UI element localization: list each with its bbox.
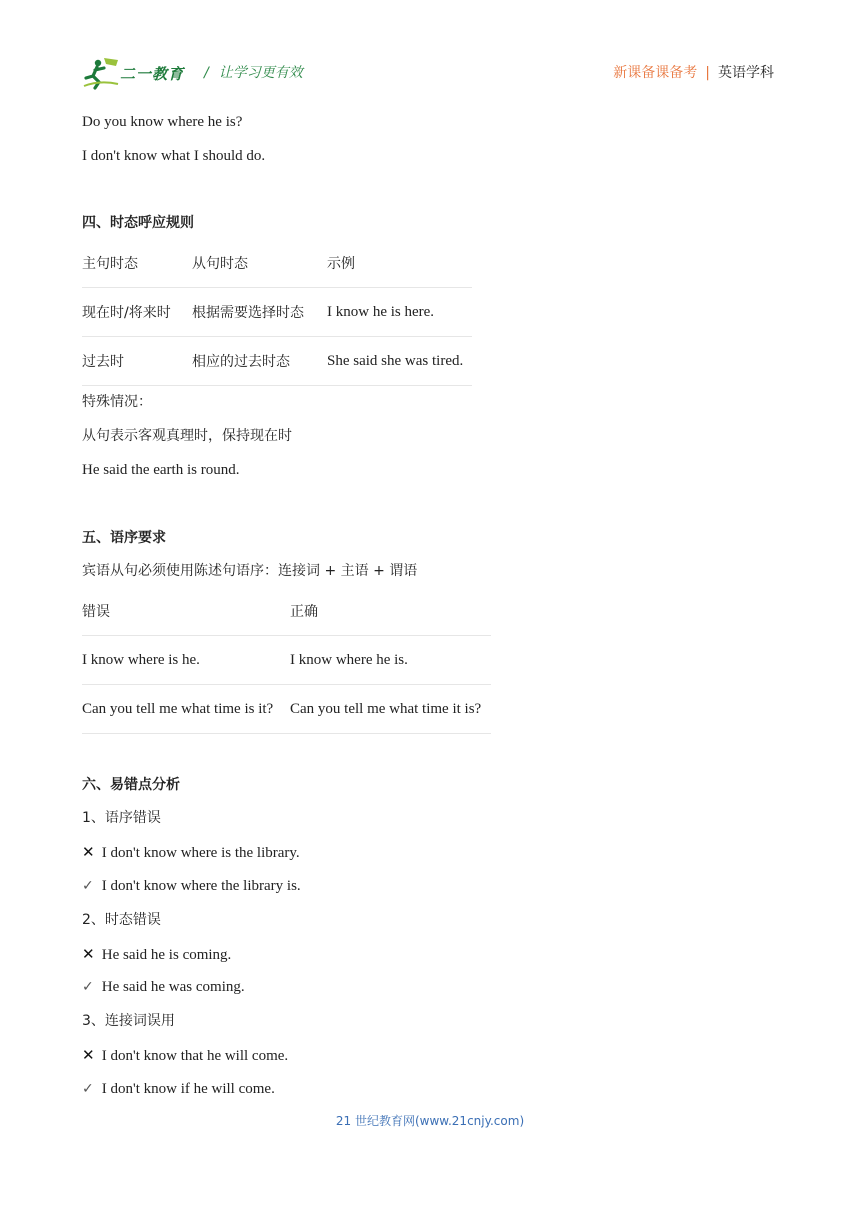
header-tags bbox=[613, 62, 774, 82]
cross-icon: ✕ bbox=[82, 1046, 95, 1064]
table-header-cell: 示例 bbox=[327, 239, 472, 288]
table-header-row bbox=[82, 587, 491, 636]
error-item-title: 1、语序错误 bbox=[82, 810, 161, 826]
table-cell: Can you tell me what time is it? bbox=[82, 685, 290, 734]
cross-icon: ✕ bbox=[82, 945, 95, 963]
wrong-sentence: I don't know that he will come. bbox=[101, 1048, 289, 1064]
special-case-rule: 从句表示客观真理时，保持现在时 bbox=[82, 428, 292, 444]
check-icon: ✓ bbox=[82, 878, 94, 894]
table-cell: I know he is here. bbox=[327, 288, 472, 337]
header-tag-course: 新课备课备考 bbox=[613, 65, 698, 81]
word-order-rule: 宾语从句必须使用陈述句语序：连接词 + 主语 + 谓语 bbox=[82, 563, 418, 579]
section-6-heading: 六、易错点分析 bbox=[82, 777, 180, 793]
logo-text: 二一教育 bbox=[120, 65, 185, 83]
special-case-label: 特殊情况： bbox=[82, 394, 152, 410]
slogan-text: 让学习更有效 bbox=[218, 65, 303, 81]
right-sentence: I don't know where the library is. bbox=[101, 878, 301, 894]
table-cell: 过去时 bbox=[82, 337, 192, 386]
wrong-sentence: He said he is coming. bbox=[101, 947, 232, 963]
table-row bbox=[82, 288, 472, 337]
section-4-heading: 四、时态呼应规则 bbox=[82, 215, 194, 231]
table-cell: 根据需要选择时态 bbox=[192, 288, 327, 337]
right-example bbox=[82, 876, 301, 896]
check-icon: ✓ bbox=[82, 1081, 94, 1097]
right-sentence: I don't know if he will come. bbox=[101, 1081, 275, 1097]
wrong-example bbox=[82, 1045, 288, 1066]
table-cell: I know where is he. bbox=[82, 636, 290, 685]
slogan-slash: / bbox=[204, 65, 209, 81]
right-example bbox=[82, 1079, 275, 1099]
table-cell: She said she was tired. bbox=[327, 337, 472, 386]
table-row bbox=[82, 685, 491, 734]
page-footer: 21 世纪教育网(www.21cnjy.com) bbox=[335, 1114, 525, 1128]
brand-logo bbox=[82, 56, 192, 90]
table-row bbox=[82, 337, 472, 386]
table-header-cell: 错误 bbox=[82, 587, 290, 636]
wrong-example bbox=[82, 842, 300, 863]
table-header-cell: 从句时态 bbox=[192, 239, 327, 288]
intro-example-2: I don't know what I should do. bbox=[82, 148, 266, 164]
error-item-title: 3、连接词误用 bbox=[82, 1013, 175, 1029]
tense-table bbox=[82, 239, 472, 386]
header-slogan bbox=[204, 62, 303, 82]
error-item-title: 2、时态错误 bbox=[82, 912, 161, 928]
table-row bbox=[82, 636, 491, 685]
intro-example-1: Do you know where he is? bbox=[82, 114, 243, 130]
word-order-table bbox=[82, 587, 491, 734]
table-cell: Can you tell me what time it is? bbox=[290, 685, 491, 734]
cross-icon: ✕ bbox=[82, 843, 95, 861]
page-header bbox=[82, 56, 774, 90]
table-header-row bbox=[82, 239, 472, 288]
table-cell: 相应的过去时态 bbox=[192, 337, 327, 386]
right-sentence: He said he was coming. bbox=[101, 979, 245, 995]
table-cell: 现在时/将来时 bbox=[82, 288, 192, 337]
wrong-sentence: I don't know where is the library. bbox=[101, 845, 300, 861]
wrong-example bbox=[82, 944, 231, 965]
section-5-heading: 五、语序要求 bbox=[82, 530, 166, 546]
check-icon: ✓ bbox=[82, 979, 94, 995]
table-header-cell: 正确 bbox=[290, 587, 491, 636]
table-cell: I know where he is. bbox=[290, 636, 491, 685]
right-example bbox=[82, 977, 245, 997]
special-case-example: He said the earth is round. bbox=[82, 462, 240, 478]
table-header-cell: 主句时态 bbox=[82, 239, 192, 288]
header-separator: | bbox=[705, 65, 710, 81]
runner-icon bbox=[82, 56, 122, 90]
header-tag-subject: 英语学科 bbox=[718, 65, 774, 81]
